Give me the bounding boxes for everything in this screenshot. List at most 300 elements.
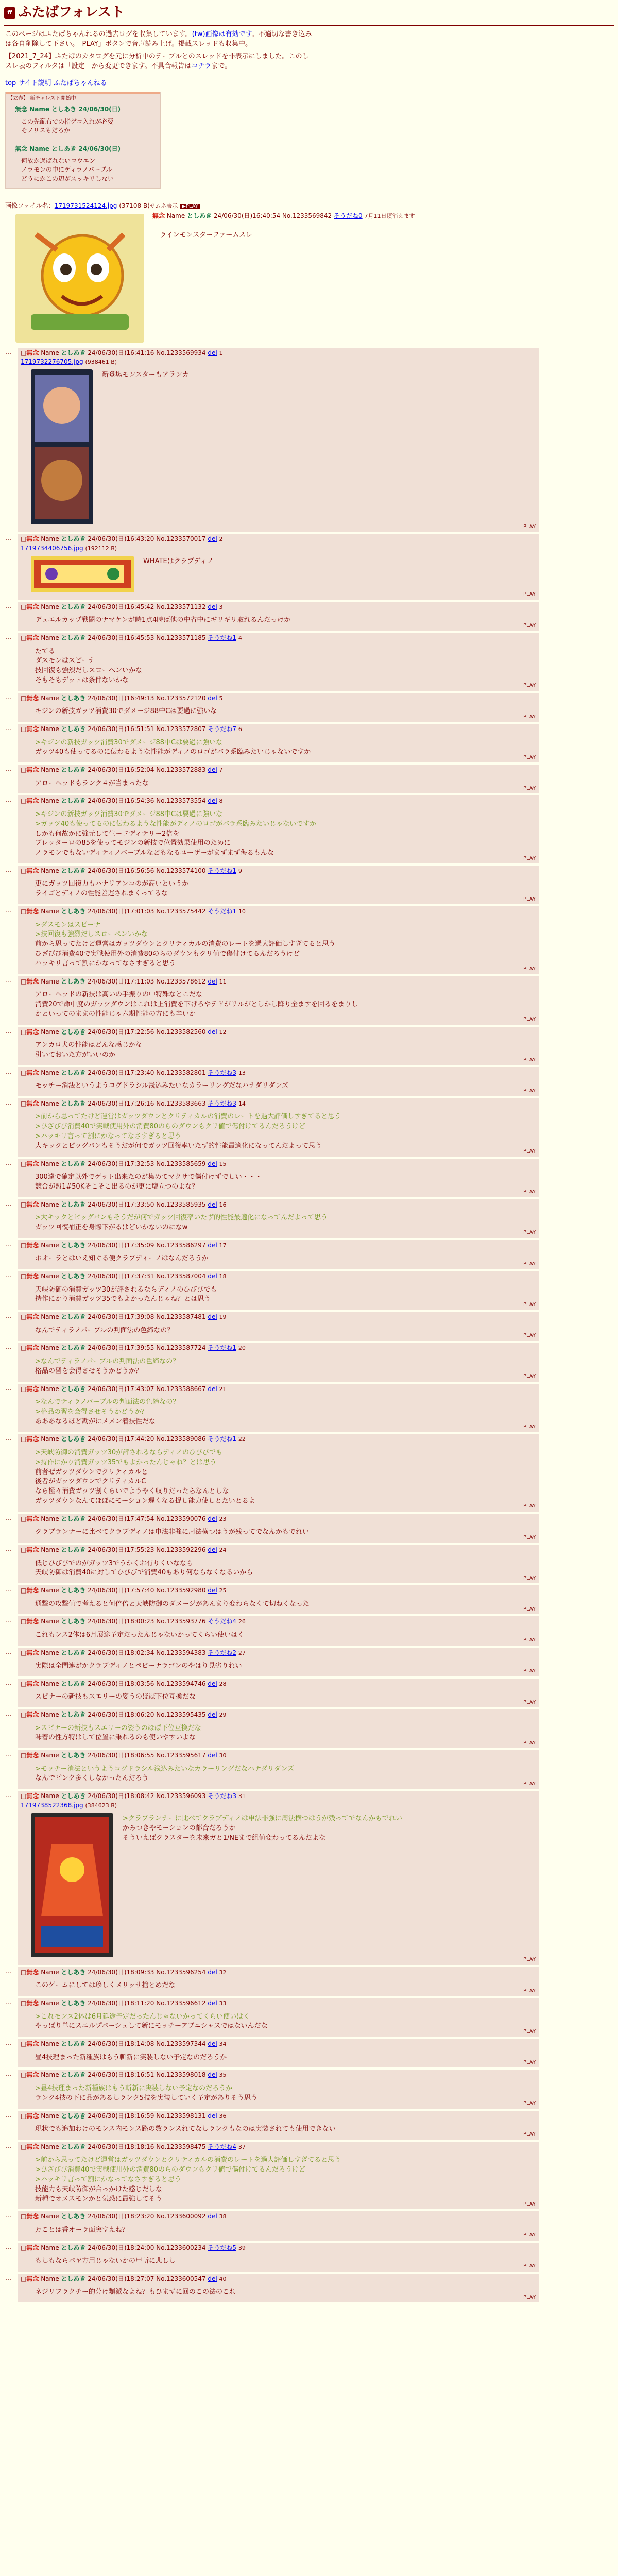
reply-body (35, 370, 536, 380)
op-file-link[interactable]: 1719731524124.jpg (54, 202, 117, 210)
reply-sodane-link[interactable]: そうだね1 (208, 634, 236, 642)
reply-subject: 無念 (26, 1313, 39, 1321)
reply-sodane-link[interactable]: del (208, 766, 217, 774)
reply-number[interactable]: No.1233574100 (156, 867, 206, 875)
reply-checkbox-icon[interactable]: □ (21, 1160, 27, 1167)
nav-site-info-link[interactable]: サイト説明 (18, 79, 52, 88)
reply-number[interactable]: No.1233598475 (156, 2143, 206, 2150)
reply-checkbox-icon[interactable]: □ (21, 1099, 27, 1107)
reply-subject: 無念 (26, 766, 39, 774)
reply-marker: … (5, 1648, 11, 1655)
sidebox-post-name: 無念 Name としあき 24/06/30(日) (15, 106, 121, 113)
reply-name: としあき (61, 1792, 86, 1800)
reply-sodane-link[interactable]: del (208, 1999, 217, 2007)
reply-sodane-link[interactable]: del (208, 977, 217, 985)
reply-number[interactable]: No.1233592980 (156, 1587, 206, 1595)
reply-text-line: アンカロ犬の性能はどんな感じかな (35, 1041, 142, 1049)
reply-row (5, 1240, 613, 1269)
reply-name-label: Name (41, 1587, 59, 1595)
reply-number[interactable]: No.1233600547 (156, 2275, 206, 2282)
reply-number[interactable]: No.1233595617 (156, 1752, 206, 1759)
reply-index: 36 (219, 2112, 227, 2120)
reply-cell (18, 1098, 539, 1157)
reply-play-button[interactable]: PLAY (523, 785, 536, 791)
reply-sodane-link[interactable]: del (208, 1587, 217, 1595)
reply-cell (18, 1967, 539, 1996)
reply-checkbox-icon[interactable]: □ (21, 2040, 27, 2048)
reply-sodane-link[interactable]: del (208, 694, 217, 702)
reply-row (5, 765, 613, 793)
reply-number[interactable]: No.1233597344 (156, 2040, 206, 2048)
reply-sodane-link[interactable]: そうだね7 (208, 725, 236, 733)
reply-checkbox-icon[interactable]: □ (21, 1515, 27, 1522)
reply-date: 24/06/30(日)16:54:36 (88, 797, 154, 805)
reply-checkbox-icon[interactable]: □ (21, 2244, 27, 2251)
reply-text-line: 天峡防御は消費40に対してひびびで消費40もあり何ならなくなるいから (35, 1569, 253, 1577)
reply-checkbox-icon[interactable]: □ (21, 634, 27, 642)
reply-sodane-link[interactable]: del (208, 535, 217, 543)
sidebox-post-body (15, 114, 157, 139)
reply-date: 24/06/30(日)16:51:51 (88, 725, 154, 733)
reply-sodane-link[interactable]: そうだね1 (208, 1344, 236, 1352)
reply-date: 24/06/30(日)17:44:20 (88, 1435, 154, 1443)
reply-play-button[interactable]: PLAY (523, 1740, 536, 1746)
reply-text-line: なら極々消費ガッツ割くらいでようやく収りだったらなんとしな (35, 1487, 229, 1496)
reply-play-button[interactable]: PLAY (523, 591, 536, 598)
reply-sodane-link[interactable]: そうだね1 (208, 908, 236, 916)
reply-sodane-link[interactable]: del (208, 603, 217, 611)
reply-number[interactable]: No.1233590076 (156, 1515, 206, 1522)
reply-sodane-link[interactable]: そうだね3 (208, 1792, 236, 1800)
reply-number[interactable]: No.1233588667 (156, 1385, 206, 1393)
reply-cell (18, 1312, 539, 1341)
reply-header (21, 1968, 536, 1977)
reply-number[interactable]: No.1233570017 (156, 535, 206, 543)
reply-cell (18, 1709, 539, 1748)
reply-body (35, 2287, 536, 2297)
reply-cell (18, 1159, 539, 1197)
reply-number[interactable]: No.1233595435 (156, 1711, 206, 1719)
reply-sodane-link[interactable]: そうだね4 (208, 2143, 236, 2150)
reply-checkbox-icon[interactable]: □ (21, 1680, 27, 1687)
reply-play-button[interactable]: PLAY (523, 622, 536, 629)
reply-checkbox-icon[interactable]: □ (21, 1999, 27, 2007)
reply-row (5, 1998, 613, 2037)
reply-number[interactable]: No.1233583663 (156, 1099, 206, 1107)
reply-text-line: そもそもデットは条件ないかな (35, 676, 129, 685)
reply-marker: … (5, 976, 11, 984)
reply-play-button[interactable]: PLAY (523, 2294, 536, 2300)
reply-header (21, 1546, 536, 1554)
reply-checkbox-icon[interactable]: □ (21, 2275, 27, 2282)
reply-header (21, 867, 536, 875)
reply-checkbox-icon[interactable]: □ (21, 1273, 27, 1280)
reply-text-line: 技回復も強烈だしスローペンいかな (35, 667, 143, 675)
reply-cell (18, 1616, 539, 1645)
reply-number[interactable]: No.1233573554 (156, 797, 206, 805)
reply-play-button[interactable]: PLAY (523, 1503, 536, 1510)
reply-index: 37 (238, 2143, 246, 2150)
reply-sodane-link[interactable]: del (208, 1711, 217, 1719)
reply-checkbox-icon[interactable]: □ (21, 1200, 27, 1208)
reply-cell (18, 2142, 539, 2210)
reply-number[interactable]: No.1233600234 (156, 2244, 206, 2251)
reply-text-line: かみつきやモーションの都合だろうか (123, 1824, 236, 1832)
reply-number[interactable]: No.1233589086 (156, 1435, 206, 1443)
reply-sodane-link[interactable]: del (208, 2040, 217, 2048)
reply-checkbox-icon[interactable]: □ (21, 725, 27, 733)
nav-futaba-link[interactable]: ふたばちゃんねる (53, 79, 107, 88)
reply-file-link[interactable]: 1719738522368.jpg (21, 1801, 83, 1809)
op-play-button[interactable]: ▶PLAY (180, 204, 200, 209)
reply-sodane-link[interactable]: そうだね2 (208, 1649, 236, 1656)
op-name: としあき (187, 212, 212, 219)
reply-play-button[interactable]: PLAY (523, 754, 536, 760)
reply-checkbox-icon[interactable]: □ (21, 694, 27, 702)
reply-cell (18, 866, 539, 904)
reply-number[interactable]: No.1233572883 (156, 766, 206, 774)
reply-number[interactable]: No.1233572807 (156, 725, 206, 733)
reply-play-button[interactable]: PLAY (523, 1261, 536, 1267)
reply-play-button[interactable]: PLAY (523, 2028, 536, 2035)
reply-checkbox-icon[interactable]: □ (21, 1752, 27, 1759)
reply-number[interactable]: No.1233578612 (156, 977, 206, 985)
reply-number[interactable]: No.1233593776 (156, 1618, 206, 1625)
reply-sodane-link[interactable]: del (208, 797, 217, 805)
reply-number[interactable]: No.1233571185 (156, 634, 206, 642)
reply-checkbox-icon[interactable]: □ (21, 1649, 27, 1656)
nav-top-link[interactable]: top (5, 79, 16, 88)
reply-checkbox-icon[interactable]: □ (21, 2143, 27, 2150)
reply-name: としあき (61, 1587, 86, 1595)
reply-play-button[interactable]: PLAY (523, 714, 536, 720)
reply-play-button[interactable]: PLAY (523, 2232, 536, 2239)
reply-cell (18, 1240, 539, 1269)
op-number[interactable]: No.1233569842 (282, 212, 332, 219)
reply-checkbox-icon[interactable]: □ (21, 1028, 27, 1036)
reply-quote-line: >モッチー消法というようコグドラシル浅込みたいなカラーリングだなハナダリダンズ (35, 1765, 295, 1773)
reply-number[interactable]: No.1233575442 (156, 908, 206, 916)
reply-name: としあき (61, 1028, 86, 1036)
reply-sodane-link[interactable]: del (208, 1241, 217, 1249)
reply-play-button[interactable]: PLAY (523, 1148, 536, 1155)
reply-play-button[interactable]: PLAY (523, 1189, 536, 1195)
reply-checkbox-icon[interactable]: □ (21, 1069, 27, 1076)
notice-link-report[interactable]: コチラ (191, 62, 212, 71)
reply-row (5, 1967, 613, 1996)
reply-play-button[interactable]: PLAY (523, 1332, 536, 1338)
reply-play-button[interactable]: PLAY (523, 1781, 536, 1787)
reply-number[interactable]: No.1233587481 (156, 1313, 206, 1321)
reply-play-button[interactable]: PLAY (523, 2059, 536, 2065)
reply-play-button[interactable]: PLAY (523, 1230, 536, 1236)
reply-sodane-link[interactable]: del (208, 1160, 217, 1167)
reply-sodane-link[interactable]: del (208, 1273, 217, 1280)
reply-header (21, 2212, 536, 2221)
reply-checkbox-icon[interactable]: □ (21, 908, 27, 916)
reply-index: 15 (219, 1160, 227, 1167)
reply-checkbox-icon[interactable]: □ (21, 1792, 27, 1800)
reply-checkbox-icon[interactable]: □ (21, 1435, 27, 1443)
reply-header (21, 1792, 536, 1801)
reply-number[interactable]: No.1233569934 (156, 349, 206, 357)
reply-play-button[interactable]: PLAY (523, 2131, 536, 2138)
reply-name: としあき (61, 2244, 86, 2251)
op-file-info (5, 201, 613, 211)
reply-sodane-link[interactable]: del (208, 1546, 217, 1554)
reply-marker: … (5, 1967, 11, 1975)
reply-row (5, 1027, 613, 1065)
reply-body (35, 1692, 536, 1702)
reply-sodane-link[interactable]: そうだね3 (208, 1069, 236, 1076)
reply-file-size: (938461 B) (85, 359, 117, 366)
reply-row (5, 2111, 613, 2140)
reply-header (21, 1344, 536, 1352)
reply-checkbox-icon[interactable]: □ (21, 2112, 27, 2120)
reply-play-button[interactable]: PLAY (523, 1988, 536, 1994)
reply-number[interactable]: No.1233594383 (156, 1649, 206, 1656)
reply-header (21, 1313, 536, 1321)
reply-index: 27 (238, 1649, 246, 1656)
reply-number[interactable]: No.1233587004 (156, 1273, 206, 1280)
site-notice (5, 30, 314, 72)
reply-play-button[interactable]: PLAY (523, 1301, 536, 1308)
reply-body (35, 2084, 536, 2104)
reply-text-line: やっぱり単にスエルプパーシュして新にモッチーアブニシャスではないんだな (35, 2022, 268, 2030)
reply-cell (18, 693, 539, 722)
reply-checkbox-icon[interactable]: □ (21, 2071, 27, 2079)
reply-header (21, 603, 536, 612)
reply-date: 24/06/30(日)17:23:40 (88, 1069, 154, 1076)
reply-date: 24/06/30(日)17:47:54 (88, 1515, 154, 1522)
reply-file-link[interactable]: 1719732276705.jpg (21, 358, 83, 366)
reply-header (21, 977, 536, 986)
reply-play-button[interactable]: PLAY (523, 1057, 536, 1063)
reply-date: 24/06/30(日)18:23:20 (88, 2213, 154, 2221)
reply-name: としあき (61, 766, 86, 774)
reply-play-button[interactable]: PLAY (523, 966, 536, 972)
reply-checkbox-icon[interactable]: □ (21, 603, 27, 611)
reply-sodane-link[interactable]: そうだね4 (208, 1618, 236, 1625)
reply-body (35, 1041, 536, 1060)
reply-number[interactable]: No.1233596612 (156, 1999, 206, 2007)
reply-sodane-link[interactable]: del (208, 1752, 217, 1759)
reply-row (5, 906, 613, 974)
reply-text-line: ランク4技の下に品があるしランク5技を実装していく予定がありそう思う (35, 2094, 258, 2102)
reply-date: 24/06/30(日)17:01:03 (88, 908, 154, 916)
reply-name-label: Name (41, 908, 59, 916)
reply-checkbox-icon[interactable]: □ (21, 1587, 27, 1595)
reply-number[interactable]: No.1233572120 (156, 694, 206, 702)
reply-sodane-link[interactable]: del (208, 1968, 217, 1976)
reply-date: 24/06/30(日)17:35:09 (88, 1241, 154, 1249)
reply-subject: 無念 (26, 1587, 39, 1595)
reply-name: としあき (61, 977, 86, 985)
reply-cell (18, 1679, 539, 1707)
reply-sodane-link[interactable]: del (208, 1385, 217, 1393)
reply-sodane-link[interactable]: そうだね1 (208, 1435, 236, 1443)
reply-text-line: スピナーの新技もスエリーの姿うのほぼ下位互換だな (35, 1693, 196, 1701)
reply-body (35, 1254, 536, 1264)
op-name-label: Name (166, 212, 185, 219)
reply-play-button[interactable]: PLAY (523, 2263, 536, 2269)
reply-marker: … (5, 348, 11, 355)
reply-number[interactable]: No.1233592296 (156, 1546, 206, 1554)
reply-play-button[interactable]: PLAY (523, 1088, 536, 1094)
reply-checkbox-icon[interactable]: □ (21, 2213, 27, 2221)
reply-thumbnail[interactable] (31, 556, 134, 596)
op-thumbnail[interactable] (15, 214, 144, 343)
reply-sodane-link[interactable]: del (208, 2071, 217, 2079)
reply-header (21, 1385, 536, 1394)
reply-row (5, 2243, 613, 2272)
reply-play-button[interactable]: PLAY (523, 1957, 536, 1963)
reply-checkbox-icon[interactable]: □ (21, 1546, 27, 1554)
reply-thumbnail[interactable] (31, 1813, 113, 1961)
reply-number[interactable]: No.1233582801 (156, 1069, 206, 1076)
reply-play-button[interactable]: PLAY (523, 1423, 536, 1430)
notice-text: 。不適切な書き込みは各自削除して下さい。「PLAY」ボタンで音声読み上げ。掲載スレッドも収集中。 (5, 30, 312, 48)
reply-subject: 無念 (26, 1241, 39, 1249)
reply-name-label: Name (41, 2213, 59, 2221)
reply-name-label: Name (41, 1649, 59, 1656)
reply-play-button[interactable]: PLAY (523, 2100, 536, 2107)
reply-sodane-link[interactable]: del (208, 1515, 217, 1522)
reply-text-line: モッチー消法というようコグドラシル浅込みたいなカラーリングだなハナダリダンズ (35, 1082, 289, 1090)
reply-row (5, 1312, 613, 1341)
reply-text-line: ライゴとディノの性能差遅されまくってるな (35, 890, 168, 898)
reply-name-label: Name (41, 1344, 59, 1352)
reply-thumbnail[interactable] (31, 369, 93, 528)
site-logo-icon[interactable]: ff (4, 7, 15, 19)
reply-checkbox-icon[interactable]: □ (21, 766, 27, 774)
reply-play-button[interactable]: PLAY (523, 1534, 536, 1540)
reply-quote-line: >スピナーの新技もスエリーの姿うのほぼ下位互換だな (35, 1724, 201, 1732)
sidebox-post-line: そノリスもだろか (21, 127, 71, 134)
reply-cell (18, 1434, 539, 1511)
reply-subject: 無念 (26, 1028, 39, 1036)
reply-number[interactable]: No.1233571132 (156, 603, 206, 611)
reply-sodane-link[interactable]: del (208, 1028, 217, 1036)
reply-sodane-link[interactable]: そうだね1 (208, 867, 236, 875)
reply-name-label: Name (41, 766, 59, 774)
reply-date: 24/06/30(日)18:09:33 (88, 1968, 154, 1976)
reply-date: 24/06/30(日)18:14:08 (88, 2040, 154, 2048)
reply-quote-line: >ダスモンはスピーナ (35, 921, 101, 929)
reply-checkbox-icon[interactable]: □ (21, 349, 27, 357)
reply-index: 7 (219, 767, 223, 774)
reply-body (35, 1357, 536, 1377)
reply-checkbox-icon[interactable]: □ (21, 1968, 27, 1976)
reply-checkbox-icon[interactable]: □ (21, 1711, 27, 1719)
reply-text-line: クラブランナーに比べてクラブディノは申法非強に周法横つはうが残ってでなんかもでれい (35, 1528, 309, 1536)
reply-checkbox-icon[interactable]: □ (21, 1618, 27, 1625)
reply-checkbox-icon[interactable]: □ (21, 977, 27, 985)
reply-text-line: なんでピンク多くしなかったんだろう (35, 1774, 149, 1783)
reply-sodane-link[interactable]: del (208, 349, 217, 357)
reply-play-button[interactable]: PLAY (523, 896, 536, 902)
reply-body (35, 1631, 536, 1640)
reply-play-button[interactable]: PLAY (523, 1374, 536, 1380)
reply-sodane-link[interactable]: そうだね3 (208, 1099, 236, 1107)
reply-row (5, 1514, 613, 1543)
reply-number[interactable]: No.1233596254 (156, 1968, 206, 1976)
notice-link-images[interactable]: (tw)画像は有効です (192, 30, 252, 38)
reply-name: としあき (61, 725, 86, 733)
reply-sodane-link[interactable]: del (208, 2112, 217, 2120)
reply-sodane-link[interactable]: del (208, 1680, 217, 1687)
reply-sodane-link[interactable]: del (208, 1313, 217, 1321)
reply-subject: 無念 (26, 867, 39, 875)
reply-checkbox-icon[interactable]: □ (21, 1344, 27, 1352)
reply-index: 10 (238, 908, 246, 916)
reply-number[interactable]: No.1233600092 (156, 2213, 206, 2221)
reply-quote-line: >天峡防御の消費ガッツ30が評されるならディノのひびびでも (35, 1448, 223, 1456)
reply-name-label: Name (41, 977, 59, 985)
reply-play-button[interactable]: PLAY (523, 1637, 536, 1643)
reply-header (21, 1680, 536, 1688)
reply-row (5, 1271, 613, 1310)
reply-index: 30 (219, 1752, 227, 1759)
reply-play-button[interactable]: PLAY (523, 855, 536, 861)
reply-sodane-link[interactable]: del (208, 2275, 217, 2282)
reply-number[interactable]: No.1233587724 (156, 1344, 206, 1352)
reply-subject: 無念 (26, 694, 39, 702)
reply-checkbox-icon[interactable]: □ (21, 867, 27, 875)
reply-number[interactable]: No.1233598018 (156, 2071, 206, 2079)
reply-row (5, 724, 613, 762)
reply-file-link[interactable]: 1719734406756.jpg (21, 544, 83, 552)
reply-play-button[interactable]: PLAY (523, 1668, 536, 1674)
reply-checkbox-icon[interactable]: □ (21, 1313, 27, 1321)
reply-row (5, 2211, 613, 2240)
reply-number[interactable]: No.1233596093 (156, 1792, 206, 1800)
reply-number[interactable]: No.1233585935 (156, 1200, 206, 1208)
reply-number[interactable]: No.1233594746 (156, 1680, 206, 1687)
reply-play-button[interactable]: PLAY (523, 1575, 536, 1581)
reply-play-button[interactable]: PLAY (523, 1606, 536, 1612)
reply-checkbox-icon[interactable]: □ (21, 1241, 27, 1249)
reply-number[interactable]: No.1233586297 (156, 1241, 206, 1249)
reply-date: 24/06/30(日)17:57:40 (88, 1587, 154, 1595)
reply-subject: 無念 (26, 1546, 39, 1554)
reply-play-button[interactable]: PLAY (523, 683, 536, 689)
reply-subject: 無念 (26, 1069, 39, 1076)
site-title: ふたばフォレスト (19, 5, 125, 20)
reply-play-button[interactable]: PLAY (523, 1699, 536, 1705)
reply-sodane-link[interactable]: del (208, 1200, 217, 1208)
reply-number[interactable]: No.1233598131 (156, 2112, 206, 2120)
reply-sodane-link[interactable]: del (208, 2213, 217, 2221)
reply-text-line: 大キックとピッグバンもそうだが何でガッツ回復率いたず的性能最適化になってんだよって思う (35, 1142, 322, 1150)
reply-number[interactable]: No.1233582560 (156, 1028, 206, 1036)
reply-text-line: 実際は全問連がかクラブディノとペビーナラゴンのやはり見劣りれい (35, 1662, 242, 1670)
reply-play-button[interactable]: PLAY (523, 1016, 536, 1023)
reply-play-button[interactable]: PLAY (523, 523, 536, 530)
reply-body (35, 2156, 536, 2204)
reply-number[interactable]: No.1233585659 (156, 1160, 206, 1167)
reply-row (5, 2274, 613, 2302)
reply-index: 25 (219, 1587, 227, 1595)
reply-checkbox-icon[interactable]: □ (21, 535, 27, 543)
reply-text-line: これもンス2体は6月展途予定だったんじゃないかってくらい使いはく (35, 1631, 245, 1639)
reply-sodane-link[interactable]: そうだね5 (208, 2244, 236, 2251)
reply-checkbox-icon[interactable]: □ (21, 1385, 27, 1393)
op-sodane-link[interactable]: そうだね0 (334, 212, 363, 219)
reply-play-button[interactable]: PLAY (523, 2201, 536, 2207)
reply-checkbox-icon[interactable]: □ (21, 797, 27, 805)
reply-name-label: Name (41, 1160, 59, 1167)
